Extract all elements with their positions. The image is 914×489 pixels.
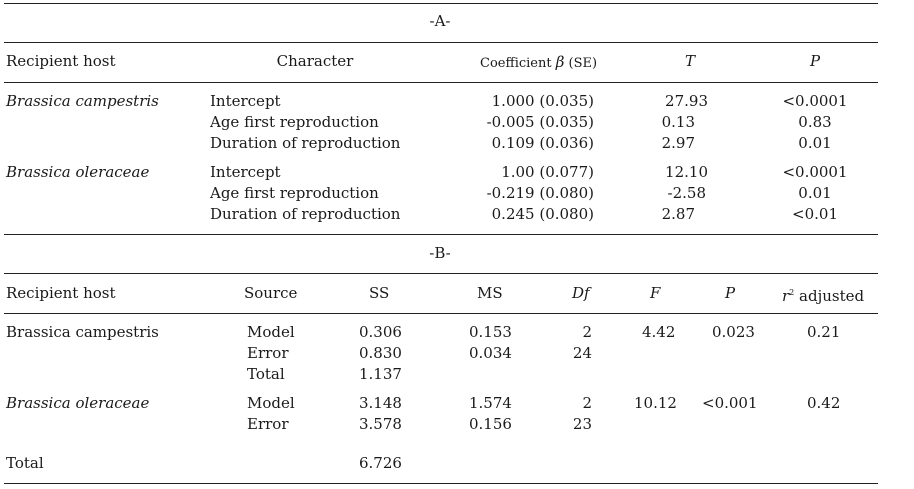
section-a-header-rule-top <box>4 42 878 43</box>
a-row-t: 2.87 <box>661 205 695 223</box>
b-total-label: Total <box>6 454 44 472</box>
b-total-ss: 6.726 <box>359 454 402 472</box>
a-row-p: <0.0001 <box>782 92 848 110</box>
a-row-p: <0.01 <box>792 205 838 223</box>
b-header-r2-base: r <box>782 287 790 305</box>
b-group-host: Brassica campestris <box>6 323 159 341</box>
a-header-coefficient <box>480 53 597 73</box>
a-row-t: 27.93 <box>665 92 708 110</box>
b-row-ss: 0.830 <box>359 344 402 362</box>
a-row-p: <0.0001 <box>782 163 848 181</box>
b-header-r2 <box>782 284 864 305</box>
a-row-character: Intercept <box>210 92 281 110</box>
b-row-p: 0.023 <box>712 323 755 341</box>
a-row-t: -2.58 <box>667 184 706 202</box>
b-row-ms: 0.153 <box>469 323 512 341</box>
a-header-p: P <box>809 52 821 70</box>
b-row-ss: 3.148 <box>359 394 402 412</box>
b-row-df: 2 <box>582 394 592 412</box>
b-header-df: Df <box>572 284 590 302</box>
a-row-coef: 0.109 (0.036) <box>491 134 594 152</box>
b-row-source: Model <box>247 394 295 412</box>
a-row-character: Age first reproduction <box>210 113 379 131</box>
a-row-character: Duration of reproduction <box>210 205 401 223</box>
b-row-r2: 0.42 <box>807 394 841 412</box>
section-b-label: -B- <box>429 244 451 262</box>
section-a-bottom-rule <box>4 234 878 235</box>
b-row-source: Error <box>247 344 289 362</box>
a-row-character: Intercept <box>210 163 281 181</box>
section-a-label: -A- <box>429 12 451 30</box>
b-row-ms: 1.574 <box>469 394 512 412</box>
a-row-coef: 0.245 (0.080) <box>491 205 594 223</box>
b-header-source: Source <box>244 284 298 302</box>
b-row-r2: 0.21 <box>807 323 841 341</box>
b-header-ss: SS <box>369 284 390 302</box>
b-row-df: 2 <box>582 323 592 341</box>
a-header-host: Recipient host <box>6 52 116 70</box>
a-row-character: Age first reproduction <box>210 184 379 202</box>
a-header-t: T <box>684 52 695 70</box>
b-row-ss: 0.306 <box>359 323 402 341</box>
a-row-p: 0.83 <box>798 113 832 131</box>
b-row-ms: 0.034 <box>469 344 512 362</box>
b-row-ms: 0.156 <box>469 415 512 433</box>
b-row-p: <0.001 <box>702 394 758 412</box>
b-header-p: P <box>725 284 736 302</box>
b-row-df: 23 <box>572 415 592 433</box>
a-header-coef-beta: β <box>555 53 565 71</box>
b-row-f: 10.12 <box>634 394 677 412</box>
b-row-source: Error <box>247 415 289 433</box>
a-header-coef-suffix: (SE) <box>564 56 598 71</box>
a-group-host: Brassica oleraceae <box>6 163 150 181</box>
a-header-coef-prefix: Coefficient <box>480 56 556 71</box>
a-row-coef: 1.00 (0.077) <box>501 163 594 181</box>
a-row-coef: -0.005 (0.035) <box>486 113 594 131</box>
b-header-r2-sup: 2 <box>789 288 795 297</box>
top-rule <box>4 3 878 4</box>
section-b-header-rule-top <box>4 273 878 274</box>
b-header-ms: MS <box>477 284 503 302</box>
a-row-t: 0.13 <box>661 113 695 131</box>
b-header-f: F <box>650 284 661 302</box>
a-row-coef: 1.000 (0.035) <box>491 92 594 110</box>
a-row-t: 12.10 <box>665 163 708 181</box>
a-row-t: 2.97 <box>661 134 695 152</box>
b-group-host: Brassica oleraceae <box>6 394 150 412</box>
b-row-f: 4.42 <box>642 323 676 341</box>
a-row-character: Duration of reproduction <box>210 134 401 152</box>
section-a-header-rule-bottom <box>4 82 878 83</box>
a-group-host: Brassica campestris <box>6 92 159 110</box>
b-row-df: 24 <box>572 344 592 362</box>
b-row-ss: 1.137 <box>359 365 402 383</box>
b-header-r2-suffix: adjusted <box>794 287 865 305</box>
a-header-character: Character <box>276 52 354 70</box>
a-row-p: 0.01 <box>798 184 832 202</box>
a-row-p: 0.01 <box>798 134 832 152</box>
a-row-coef: -0.219 (0.080) <box>486 184 594 202</box>
b-header-host: Recipient host <box>6 284 116 302</box>
b-row-source: Total <box>247 365 285 383</box>
b-row-source: Model <box>247 323 295 341</box>
b-row-ss: 3.578 <box>359 415 402 433</box>
bottom-rule <box>4 483 878 484</box>
section-b-header-rule-bottom <box>4 313 878 314</box>
